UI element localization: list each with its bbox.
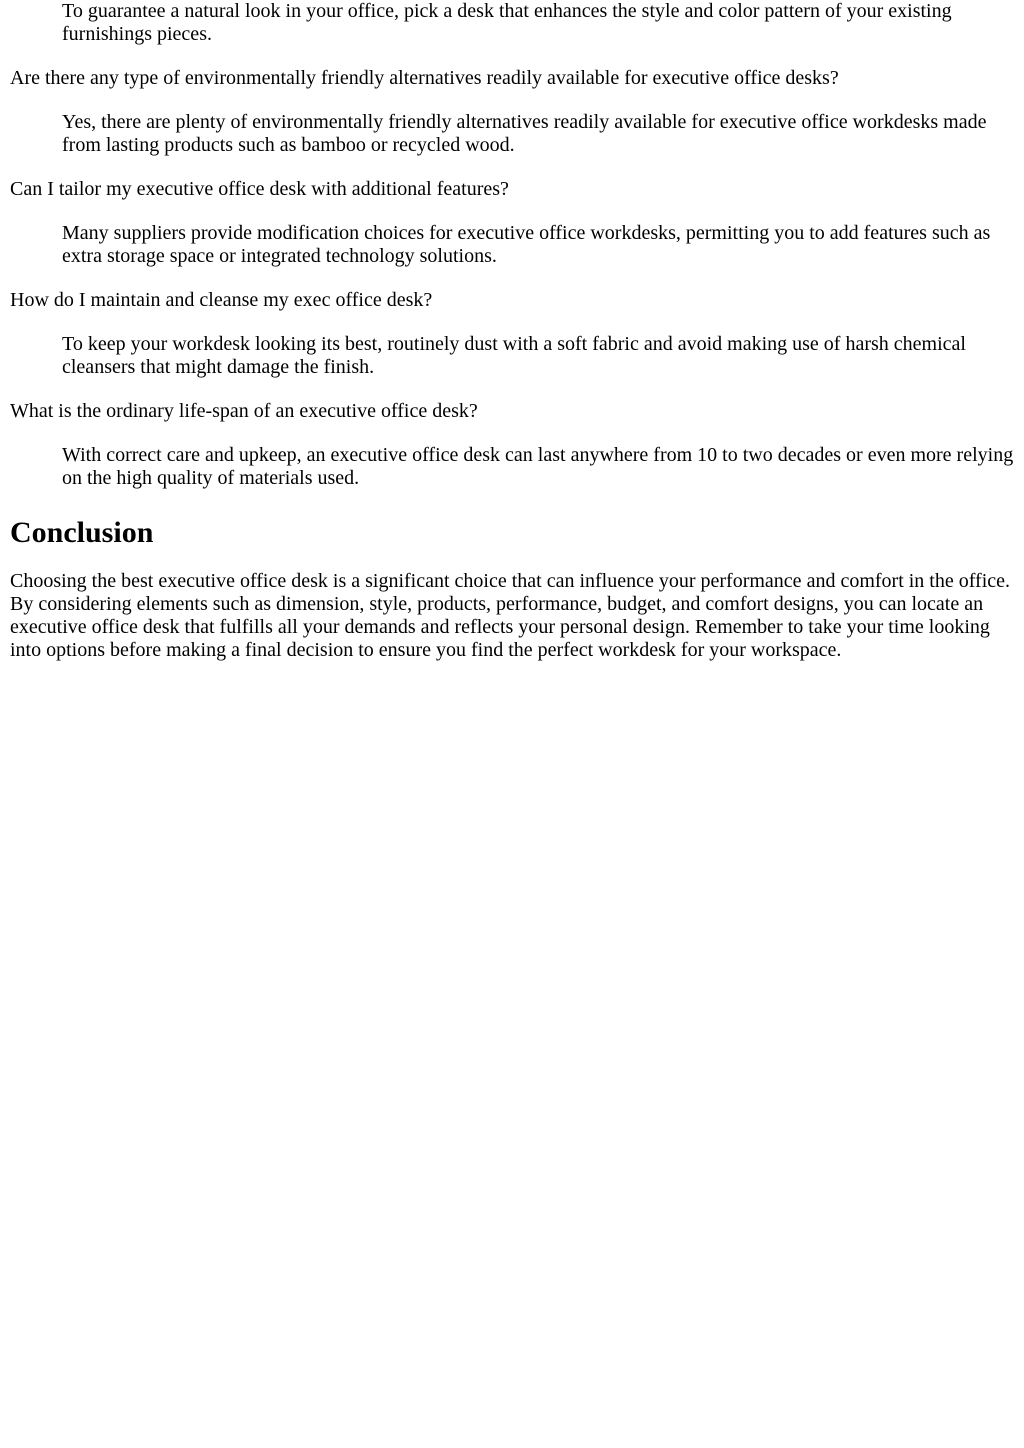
faq-answer: To keep your workdesk looking its best, routinely dust with a soft fabric and avoid making use of harsh chemical cleansers that might damage the finish. — [62, 333, 966, 378]
faq-question: What is the ordinary life-span of an executive office desk? — [10, 400, 478, 422]
faq-list — [10, 0, 1014, 490]
faq-question: Can I tailor my executive office desk with additional features? — [10, 178, 509, 200]
conclusion-heading: Conclusion — [10, 516, 154, 549]
faq-answer: Many suppliers provide modification choices for executive office workdesks, permitting you to add features such as extra storage space or integrated technology solutions. — [62, 222, 991, 267]
faq-question: Are there any type of environmentally friendly alternatives readily available for executive office desks? — [10, 67, 839, 89]
conclusion-paragraph: Choosing the best executive office desk is a significant choice that can influence your performance and comfort in the office. By considering elements such as dimension, style, products, performance, budget, and comfort designs, you can locate an executive office desk that fulfills all your demands and reflects your personal design. Remember to take your time looking into options before making a final decision to ensure you find the perfect workdesk for your workspace. — [10, 570, 1011, 661]
faq-answer: With correct care and upkeep, an executive office desk can last anywhere from 10 to two decades or even more relying on the high quality of materials used. — [62, 444, 1014, 489]
faq-answer: Yes, there are plenty of environmentally friendly alternatives readily available for executive office workdesks made from lasting products such as bamboo or recycled wood. — [62, 111, 987, 156]
faq-question: How do I maintain and cleanse my exec office desk? — [10, 289, 433, 311]
faq-answer: To guarantee a natural look in your office, pick a desk that enhances the style and color pattern of your existing furnishings pieces. — [62, 0, 952, 45]
